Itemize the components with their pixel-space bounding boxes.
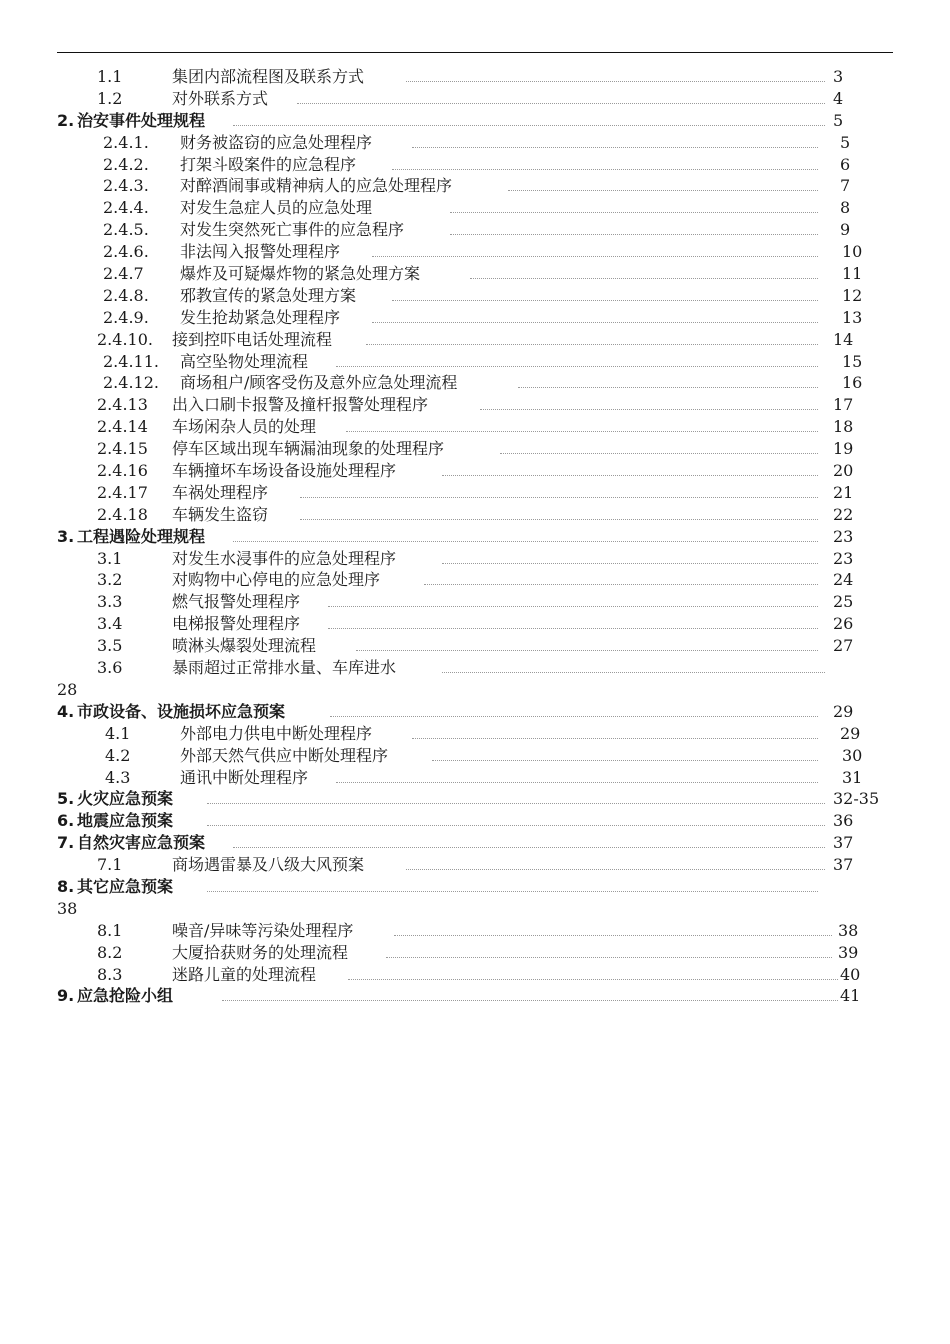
toc-page-number: 41 bbox=[840, 986, 861, 1006]
toc-page-number: 36 bbox=[833, 811, 854, 831]
toc-page-number: 23 bbox=[833, 548, 854, 568]
toc-entry-title: 高空坠物处理流程 bbox=[180, 351, 309, 371]
toc-entry-title: 外部电力供电中断处理程序 bbox=[180, 723, 373, 743]
toc-entry-row[interactable] bbox=[0, 942, 950, 964]
toc-page-number: 7 bbox=[840, 176, 851, 196]
toc-dot-leader bbox=[233, 541, 818, 542]
toc-page-number: 19 bbox=[833, 439, 854, 459]
toc-entry-row[interactable] bbox=[0, 241, 950, 263]
toc-entry-row[interactable] bbox=[0, 745, 950, 767]
toc-entry-number: 2.4.4. bbox=[103, 198, 149, 218]
toc-page-number: 38 bbox=[838, 920, 859, 940]
toc-entry-number: 2.4.18 bbox=[97, 504, 148, 524]
toc-entry-title: 接到控吓电话处理流程 bbox=[172, 329, 333, 349]
toc-dot-leader bbox=[207, 825, 825, 826]
toc-dot-leader bbox=[442, 475, 818, 476]
toc-dot-leader bbox=[442, 563, 818, 564]
toc-entry-row[interactable] bbox=[0, 504, 950, 526]
toc-entry-title: 火灾应急预案 bbox=[77, 789, 174, 809]
toc-entry-number: 8.1 bbox=[97, 920, 123, 940]
toc-entry-row[interactable] bbox=[0, 175, 950, 197]
toc-page-number: 10 bbox=[842, 242, 863, 262]
toc-page-number: 9 bbox=[840, 220, 851, 240]
toc-page-number: 39 bbox=[838, 942, 859, 962]
toc-entry-row[interactable] bbox=[0, 898, 950, 920]
toc-page-number: 15 bbox=[842, 351, 863, 371]
toc-entry-row[interactable] bbox=[0, 351, 950, 373]
toc-entry-title: 商场租户/顾客受伤及意外应急处理流程 bbox=[180, 373, 458, 393]
toc-entry-row[interactable] bbox=[0, 132, 950, 154]
toc-entry-number: 4. bbox=[57, 701, 75, 721]
toc-entry-number: 2.4.1. bbox=[103, 132, 149, 152]
toc-entry-title: 迷路儿童的处理流程 bbox=[172, 964, 317, 984]
toc-entry-number: 2.4.15 bbox=[97, 439, 148, 459]
toc-dot-leader bbox=[336, 782, 818, 783]
toc-page-number: 25 bbox=[833, 592, 854, 612]
toc-entry-row[interactable] bbox=[0, 416, 950, 438]
toc-entry-number: 3.4 bbox=[97, 614, 123, 634]
toc-entry-title: 邪教宣传的紧急处理方案 bbox=[180, 285, 357, 305]
toc-entry-title: 地震应急预案 bbox=[77, 811, 174, 831]
toc-section-row[interactable] bbox=[0, 110, 950, 132]
toc-dot-leader bbox=[356, 650, 818, 651]
toc-section-row[interactable] bbox=[0, 876, 950, 898]
toc-dot-leader bbox=[406, 869, 825, 870]
toc-entry-number: 2.4.9. bbox=[103, 307, 149, 327]
toc-dot-leader bbox=[442, 672, 825, 673]
toc-entry-row[interactable] bbox=[0, 394, 950, 416]
toc-section-row[interactable] bbox=[0, 701, 950, 723]
toc-dot-leader bbox=[336, 366, 818, 367]
toc-entry-number: 3.6 bbox=[97, 658, 123, 678]
toc-entry-title: 燃气报警处理程序 bbox=[172, 592, 301, 612]
toc-entry-row[interactable] bbox=[0, 854, 950, 876]
toc-page-number: 14 bbox=[833, 329, 854, 349]
toc-entry-title: 发生抢劫紧急处理程序 bbox=[180, 307, 341, 327]
toc-entry-row[interactable] bbox=[0, 548, 950, 570]
toc-entry-title: 治安事件处理规程 bbox=[77, 110, 206, 130]
toc-dot-leader bbox=[328, 628, 818, 629]
toc-page-number: 6 bbox=[840, 154, 851, 174]
toc-entry-row[interactable] bbox=[0, 329, 950, 351]
toc-entry-number: 5. bbox=[57, 789, 75, 809]
toc-entry-title: 对外联系方式 bbox=[172, 88, 269, 108]
toc-entry-row[interactable] bbox=[0, 591, 950, 613]
toc-entry-title: 财务被盗窃的应急处理程序 bbox=[180, 132, 373, 152]
toc-page-number: 3 bbox=[833, 67, 844, 86]
toc-entry-number: 2.4.7 bbox=[103, 264, 144, 284]
toc-entry-row[interactable] bbox=[0, 767, 950, 789]
toc-entry-number: 3.5 bbox=[97, 636, 123, 656]
toc-dot-leader bbox=[372, 256, 818, 257]
toc-dot-leader bbox=[392, 169, 818, 170]
toc-dot-leader bbox=[207, 891, 818, 892]
toc-entry-row[interactable] bbox=[0, 372, 950, 394]
toc-entry-title: 商场遇雷暴及八级大风预案 bbox=[172, 855, 365, 875]
toc-entry-title: 通讯中断处理程序 bbox=[180, 767, 309, 787]
toc-page-number: 5 bbox=[840, 132, 851, 152]
toc-entry-title: 打架斗殴案件的应急程序 bbox=[180, 154, 357, 174]
toc-page-number: 27 bbox=[833, 636, 854, 656]
toc-page-number: 23 bbox=[833, 526, 854, 546]
toc-dot-leader bbox=[450, 212, 818, 213]
toc-page-number: 24 bbox=[833, 570, 854, 590]
toc-entry-number: 2.4.5. bbox=[103, 220, 149, 240]
toc-entry-number: 2.4.10. bbox=[97, 329, 153, 349]
toc-entry-row[interactable] bbox=[0, 88, 950, 110]
toc-entry-title: 自然灾害应急预案 bbox=[77, 833, 206, 853]
toc-page-number: 16 bbox=[842, 373, 863, 393]
toc-page-number: 4 bbox=[833, 88, 844, 108]
toc-page-number: 30 bbox=[842, 745, 863, 765]
toc-dot-leader bbox=[233, 125, 825, 126]
toc-entry-number: 2.4.17 bbox=[97, 482, 148, 502]
toc-entry-number: 1.2 bbox=[97, 88, 123, 108]
toc-entry-number: 4.2 bbox=[105, 745, 131, 765]
toc-page-number: 12 bbox=[842, 285, 863, 305]
toc-page-number: 38 bbox=[57, 898, 78, 918]
toc-page-number: 11 bbox=[842, 264, 863, 284]
toc-page-number: 29 bbox=[833, 701, 854, 721]
toc-dot-leader bbox=[412, 738, 818, 739]
toc-dot-leader bbox=[470, 278, 818, 279]
toc-dot-leader bbox=[300, 497, 818, 498]
toc-entry-number: 2.4.3. bbox=[103, 176, 149, 196]
toc-page-number: 22 bbox=[833, 504, 854, 524]
toc-dot-leader bbox=[424, 584, 818, 585]
toc-entry-row[interactable] bbox=[0, 613, 950, 635]
toc-page-number: 31 bbox=[842, 767, 863, 787]
toc-entry-title: 对发生突然死亡事件的应急程序 bbox=[180, 220, 405, 240]
toc-section-row[interactable] bbox=[0, 985, 950, 1007]
toc-entry-title: 对发生急症人员的应急处理 bbox=[180, 198, 373, 218]
toc-entry-title: 工程遇险处理规程 bbox=[77, 526, 206, 546]
toc-entry-number: 2. bbox=[57, 110, 75, 130]
toc-dot-leader bbox=[328, 606, 818, 607]
table-of-contents bbox=[0, 66, 950, 1007]
toc-entry-row[interactable] bbox=[0, 657, 950, 679]
toc-entry-title: 暴雨超过正常排水量、车库进水 bbox=[172, 658, 397, 678]
toc-entry-title: 爆炸及可疑爆炸物的紧急处理方案 bbox=[180, 264, 421, 284]
toc-entry-number: 1.1 bbox=[97, 67, 123, 86]
toc-page-number: 20 bbox=[833, 461, 854, 481]
toc-entry-title: 对醉酒闹事或精神病人的应急处理程序 bbox=[180, 176, 453, 196]
toc-page-number: 8 bbox=[840, 198, 851, 218]
toc-entry-number: 2.4.16 bbox=[97, 461, 148, 481]
toc-entry-title: 大厦拾获财务的处理流程 bbox=[172, 942, 349, 962]
toc-entry-title: 外部天然气供应中断处理程序 bbox=[180, 745, 389, 765]
toc-entry-number: 8.2 bbox=[97, 942, 123, 962]
toc-entry-title: 车场闲杂人员的处理 bbox=[172, 417, 317, 437]
toc-section-row[interactable] bbox=[0, 526, 950, 548]
toc-entry-row[interactable] bbox=[0, 920, 950, 942]
toc-dot-leader bbox=[346, 431, 818, 432]
toc-page-number: 17 bbox=[833, 395, 854, 415]
toc-dot-leader bbox=[222, 1000, 838, 1001]
toc-entry-number: 6. bbox=[57, 811, 75, 831]
toc-dot-leader bbox=[300, 519, 818, 520]
toc-entry-row[interactable] bbox=[0, 307, 950, 329]
toc-entry-title: 非法闯入报警处理程序 bbox=[180, 242, 341, 262]
toc-page-number: 29 bbox=[840, 723, 861, 743]
toc-entry-row[interactable] bbox=[0, 964, 950, 986]
toc-entry-title: 电梯报警处理程序 bbox=[172, 614, 301, 634]
toc-page-number: 5 bbox=[833, 110, 844, 130]
toc-entry-number: 7. bbox=[57, 833, 75, 853]
toc-entry-row[interactable] bbox=[0, 154, 950, 176]
toc-dot-leader bbox=[508, 190, 818, 191]
toc-entry-row[interactable] bbox=[0, 635, 950, 657]
toc-entry-number: 3.2 bbox=[97, 570, 123, 590]
toc-section-row[interactable] bbox=[0, 788, 950, 810]
toc-entry-number: 4.1 bbox=[105, 723, 131, 743]
toc-entry-number: 8.3 bbox=[97, 964, 123, 984]
toc-page-number: 21 bbox=[833, 482, 854, 502]
toc-entry-title: 停车区域出现车辆漏油现象的处理程序 bbox=[172, 439, 445, 459]
toc-entry-row[interactable] bbox=[0, 679, 950, 701]
toc-entry-title: 车祸处理程序 bbox=[172, 482, 269, 502]
toc-page-number: 37 bbox=[833, 833, 854, 853]
toc-entry-number: 9. bbox=[57, 986, 75, 1006]
toc-entry-number: 2.4.12. bbox=[103, 373, 159, 393]
toc-dot-leader bbox=[366, 344, 818, 345]
toc-entry-title: 车辆发生盗窃 bbox=[172, 504, 269, 524]
toc-dot-leader bbox=[480, 409, 818, 410]
toc-entry-row[interactable] bbox=[0, 263, 950, 285]
toc-entry-row[interactable] bbox=[0, 219, 950, 241]
toc-page-number: 32-35 bbox=[833, 789, 880, 809]
toc-entry-row[interactable] bbox=[0, 569, 950, 591]
toc-entry-title: 对发生水浸事件的应急处理程序 bbox=[172, 548, 397, 568]
toc-entry-number: 4.3 bbox=[105, 767, 131, 787]
toc-dot-leader bbox=[386, 957, 832, 958]
toc-entry-row[interactable] bbox=[0, 285, 950, 307]
toc-dot-leader bbox=[372, 322, 818, 323]
toc-entry-number: 2.4.2. bbox=[103, 154, 149, 174]
toc-dot-leader bbox=[392, 300, 818, 301]
toc-dot-leader bbox=[432, 760, 818, 761]
toc-entry-number: 2.4.11. bbox=[103, 351, 159, 371]
toc-entry-number: 2.4.8. bbox=[103, 285, 149, 305]
toc-entry-number: 2.4.6. bbox=[103, 242, 149, 262]
toc-dot-leader bbox=[233, 847, 825, 848]
toc-entry-number: 7.1 bbox=[97, 855, 123, 875]
toc-entry-row[interactable] bbox=[0, 460, 950, 482]
toc-entry-row[interactable] bbox=[0, 66, 950, 88]
toc-entry-number: 3. bbox=[57, 526, 75, 546]
toc-dot-leader bbox=[518, 387, 818, 388]
toc-entry-number: 2.4.13 bbox=[97, 395, 148, 415]
toc-entry-title: 车辆撞坏车场设备设施处理程序 bbox=[172, 461, 397, 481]
toc-page-number: 40 bbox=[840, 964, 861, 984]
toc-dot-leader bbox=[348, 979, 838, 980]
toc-section-row[interactable] bbox=[0, 832, 950, 854]
toc-entry-title: 喷淋头爆裂处理流程 bbox=[172, 636, 317, 656]
toc-entry-title: 市政设备、设施损坏应急预案 bbox=[77, 701, 286, 721]
toc-entry-number: 8. bbox=[57, 876, 75, 896]
toc-entry-row[interactable] bbox=[0, 197, 950, 219]
toc-page-number: 26 bbox=[833, 614, 854, 634]
toc-entry-row[interactable] bbox=[0, 482, 950, 504]
toc-dot-leader bbox=[412, 147, 818, 148]
toc-entry-number: 3.3 bbox=[97, 592, 123, 612]
header-rule bbox=[57, 52, 893, 53]
toc-dot-leader bbox=[450, 234, 818, 235]
toc-page-number: 18 bbox=[833, 417, 854, 437]
toc-section-row[interactable] bbox=[0, 810, 950, 832]
toc-dot-leader bbox=[297, 103, 825, 104]
toc-entry-title: 对购物中心停电的应急处理序 bbox=[172, 570, 381, 590]
toc-dot-leader bbox=[330, 716, 818, 717]
toc-dot-leader bbox=[500, 453, 818, 454]
toc-page-number: 13 bbox=[842, 307, 863, 327]
toc-page-number: 37 bbox=[833, 855, 854, 875]
toc-entry-title: 集团内部流程图及联系方式 bbox=[172, 67, 365, 86]
toc-entry-title: 噪音/异味等污染处理程序 bbox=[172, 920, 354, 940]
toc-entry-row[interactable] bbox=[0, 723, 950, 745]
toc-entry-number: 3.1 bbox=[97, 548, 123, 568]
toc-dot-leader bbox=[406, 81, 825, 82]
toc-entry-number: 2.4.14 bbox=[97, 417, 148, 437]
toc-entry-row[interactable] bbox=[0, 438, 950, 460]
toc-page-number: 28 bbox=[57, 679, 78, 699]
toc-dot-leader bbox=[394, 935, 832, 936]
toc-entry-title: 出入口刷卡报警及撞杆报警处理程序 bbox=[172, 395, 429, 415]
toc-dot-leader bbox=[207, 803, 825, 804]
toc-entry-title: 其它应急预案 bbox=[77, 876, 174, 896]
toc-entry-title: 应急抢险小组 bbox=[77, 986, 174, 1006]
